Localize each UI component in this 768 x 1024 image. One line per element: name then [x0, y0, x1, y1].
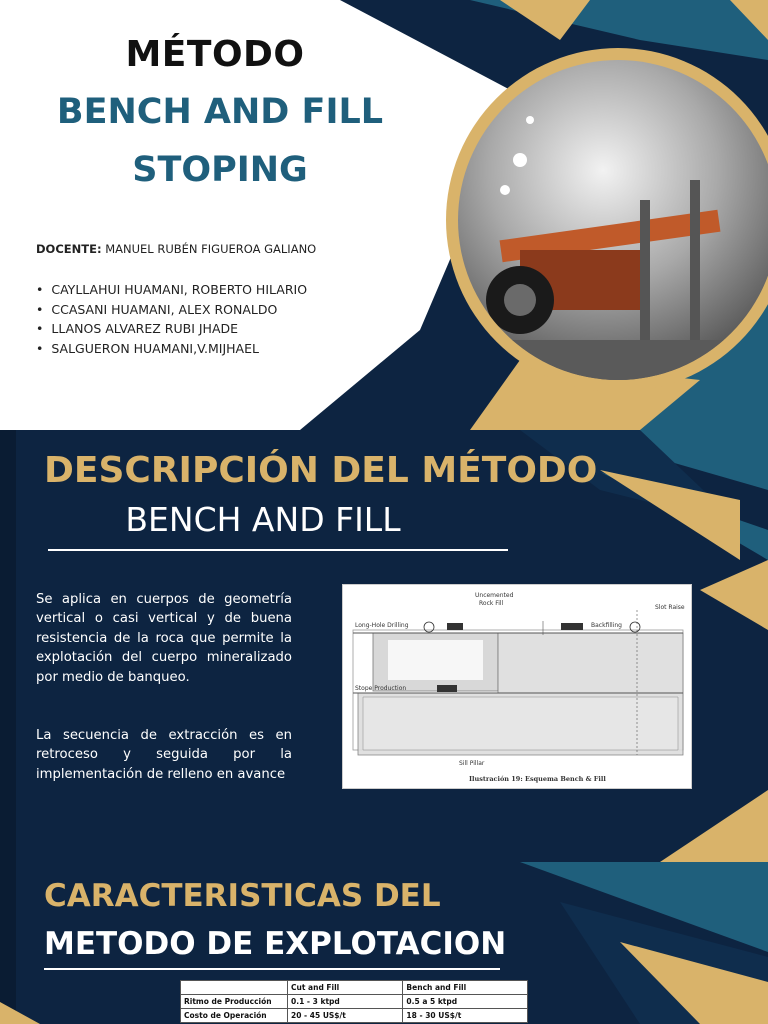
table-row [181, 995, 528, 1009]
label-longhole: Long-Hole Drilling [355, 622, 409, 629]
student-item: • LLANOS ALVAREZ RUBI JHADE [36, 319, 307, 339]
title-stoping: STOPING [132, 150, 308, 190]
label-slotraise: Slot Raise [655, 604, 685, 611]
description-paragraph-1: Se aplica en cuerpos de geometría vertical o casi vertical y de buena resistencia de la roca que permite la explotación del cuerpo mineralizado por medio de banqueo. [36, 592, 292, 685]
method-title: METODO DE EXPLOTACION [44, 926, 507, 962]
description-paragraph-2: La secuencia de extracción es en retroceso y seguida por la implementación de relleno en avance [36, 728, 292, 782]
student-item: • CAYLLAHUI HUAMANI, ROBERTO HILARIO [36, 280, 307, 300]
table-header-cell [181, 981, 288, 995]
table-cell: 20 - 45 US$/t [288, 1009, 403, 1023]
table-cell: Ritmo de Producción [181, 995, 288, 1009]
description-subtitle: BENCH AND FILL [125, 500, 401, 539]
table-header-cell: Bench and Fill [403, 981, 528, 995]
label-stope: Stope Production [355, 685, 407, 692]
student-item: • CCASANI HUAMANI, ALEX RONALDO [36, 300, 307, 320]
characteristics-title: CARACTERISTICAS DEL [44, 878, 441, 914]
docente-label: DOCENTE: [36, 242, 102, 256]
table-row [181, 1009, 528, 1023]
description-section [0, 430, 768, 862]
title-metodo: MÉTODO [125, 34, 305, 75]
docente-line [36, 242, 316, 256]
student-item: • SALGUERON HUAMANI,V.MIJHAEL [36, 339, 307, 359]
table-cell: Costo de Operación [181, 1009, 288, 1023]
divider [48, 549, 508, 551]
cover-section [0, 0, 768, 430]
label-rockfill: Rock Fill [479, 600, 504, 607]
title-bench-and-fill: BENCH AND FILL [56, 92, 384, 132]
docente-name: MANUEL RUBÉN FIGUEROA GALIANO [105, 242, 317, 256]
figure-caption: Ilustración 19: Esquema Bench & Fill [469, 775, 606, 783]
student-list [36, 280, 307, 358]
label-sill: Sill Pillar [459, 760, 485, 767]
divider [44, 968, 500, 970]
description-title: DESCRIPCIÓN DEL MÉTODO [44, 450, 598, 491]
table-cell: 0.1 - 3 ktpd [288, 995, 403, 1009]
table-header-row [181, 981, 528, 995]
characteristics-table [180, 980, 528, 1023]
table-cell: 0.5 a 5 ktpd [403, 995, 528, 1009]
label-uncemented: Uncemented [475, 592, 514, 599]
characteristics-section [0, 862, 768, 1024]
table-cell: 18 - 30 US$/t [403, 1009, 528, 1023]
table-header-cell: Cut and Fill [288, 981, 403, 995]
bench-fill-diagram [342, 584, 692, 789]
label-backfilling: Backfilling [591, 622, 622, 629]
